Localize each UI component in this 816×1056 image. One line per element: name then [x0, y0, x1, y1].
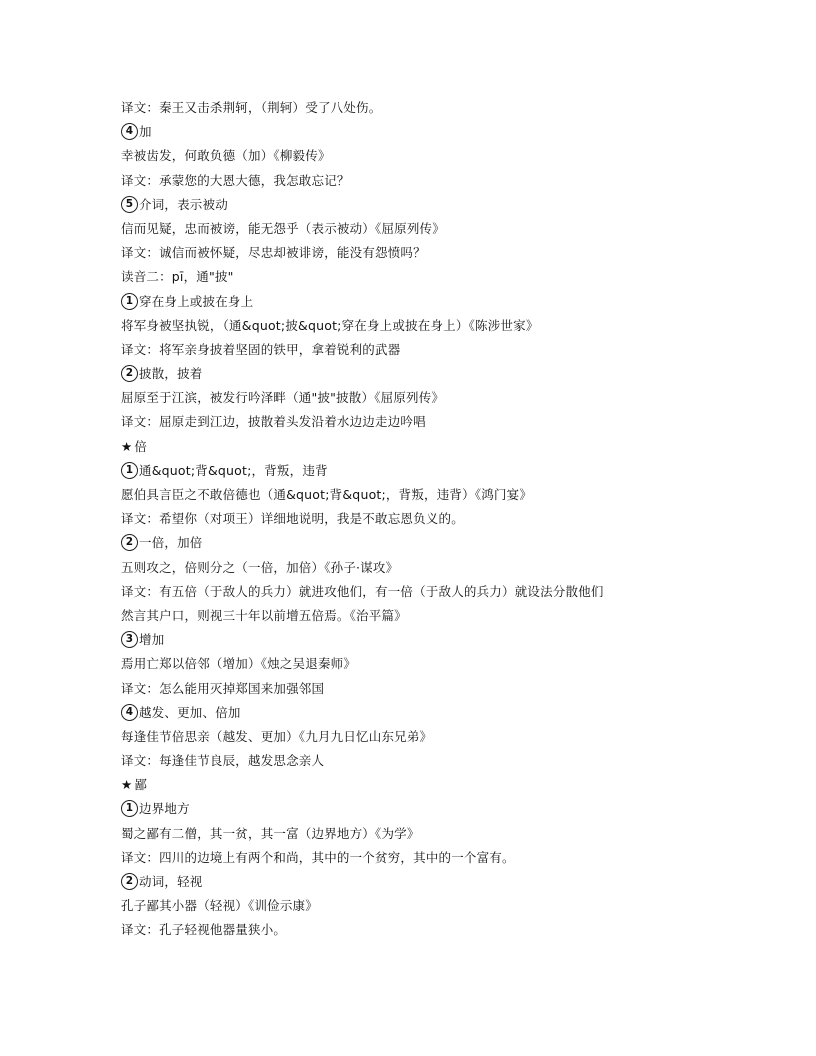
text-line	[121, 628, 741, 652]
text-line	[121, 870, 741, 894]
line-text: 幸被齿发，何敢负德（加）《柳毅传》	[121, 148, 331, 164]
line-text: 译文：孔子轻视他器量狭小。	[121, 922, 287, 938]
line-text: 屈原至于江滨，被发行吟泽畔（通"披"披散）《屈原列传》	[121, 390, 445, 406]
circled-number: 3	[121, 631, 138, 648]
line-text: 鄙	[134, 777, 148, 793]
line-text: 译文：诚信而被怀疑，尽忠却被诽谤，能没有怨愤吗？	[121, 245, 426, 261]
text-line	[121, 483, 741, 507]
line-text: 蜀之鄙有二僧，其一贫，其一富（边界地方）《为学》	[121, 825, 420, 841]
line-text: 译文：屈原走到江边，披散着头发沿着水边边走边吟唱	[121, 414, 426, 430]
text-line	[121, 531, 741, 555]
line-text: 译文：每逢佳节良辰，越发思念亲人	[121, 753, 325, 769]
text-line	[121, 193, 741, 217]
text-line	[121, 410, 741, 434]
line-text: 译文：承蒙您的大恩大德，我怎敢忘记？	[121, 172, 350, 188]
text-line	[121, 725, 741, 749]
line-text: 孔子鄙其小器（轻视）《训俭示康》	[121, 898, 318, 914]
text-line	[121, 701, 741, 725]
line-text: 披散，披着	[139, 366, 203, 382]
text-line	[121, 918, 741, 942]
text-line	[121, 314, 741, 338]
text-line	[121, 386, 741, 410]
circled-number: 2	[121, 534, 138, 551]
line-text: 五则攻之，倍则分之（一倍，加倍）《孙子·谋攻》	[121, 559, 399, 575]
line-text: 加	[139, 124, 152, 140]
line-text: 译文：四川的边境上有两个和尚，其中的一个贫穷，其中的一个富有。	[121, 849, 515, 865]
text-line	[121, 144, 741, 168]
line-text: 读音二：pī，通"披"	[121, 269, 234, 285]
document-page	[121, 96, 741, 943]
text-line	[121, 749, 741, 773]
line-text: 介词，表示被动	[139, 196, 228, 212]
text-line	[121, 96, 741, 120]
text-line	[121, 556, 741, 580]
text-line	[121, 435, 741, 459]
star-icon: ★	[121, 438, 133, 454]
circled-number: 4	[121, 704, 138, 721]
text-line	[121, 362, 741, 386]
text-line	[121, 338, 741, 362]
line-text: 译文：有五倍（于敌人的兵力）就进攻他们，有一倍（于敌人的兵力）就设法分散他们	[121, 583, 604, 599]
text-line	[121, 846, 741, 870]
circled-number: 1	[121, 462, 138, 479]
text-line	[121, 169, 741, 193]
circled-number: 2	[121, 365, 138, 382]
line-text: 边界地方	[139, 801, 190, 817]
line-text: 愿伯具言臣之不敢倍德也（通&quot;背&quot;，背叛，违背）《鸿门宴》	[121, 487, 533, 502]
text-line	[121, 507, 741, 531]
circled-number: 1	[121, 800, 138, 817]
text-line	[121, 652, 741, 676]
text-line	[121, 265, 741, 289]
line-text: 译文：希望你（对项王）详细地说明，我是不敢忘恩负义的。	[121, 511, 464, 527]
line-text: 译文：秦王又击杀荆轲，（荆轲）受了八处伤。	[121, 100, 382, 115]
line-text: 穿在身上或披在身上	[139, 293, 254, 309]
text-line	[121, 459, 741, 483]
line-text: 动词，轻视	[139, 874, 203, 889]
line-text: 译文：怎么能用灭掉郑国来加强邻国	[121, 680, 325, 696]
text-line	[121, 604, 741, 628]
line-text: 焉用亡郑以倍邻（增加）《烛之吴退秦师》	[121, 656, 357, 672]
circled-number: 2	[121, 873, 138, 890]
text-line	[121, 241, 741, 265]
text-line	[121, 797, 741, 821]
line-text: 每逢佳节倍思亲（越发、更加）《九月九日忆山东兄弟》	[121, 728, 433, 744]
text-line	[121, 580, 741, 604]
line-text: 增加	[139, 632, 165, 648]
line-text: 倍	[134, 438, 148, 454]
text-line	[121, 822, 741, 846]
circled-number: 5	[121, 196, 138, 213]
text-line	[121, 894, 741, 918]
line-text: 将军身被坚执锐，（通&quot;披&quot;穿在身上或披在身上）《陈涉世家》	[121, 317, 539, 333]
line-text: 一倍，加倍	[139, 535, 203, 551]
line-text: 越发、更加、倍加	[139, 704, 241, 720]
line-text: 译文：将军亲身披着坚固的铁甲，拿着锐利的武器	[121, 341, 401, 357]
text-line	[121, 290, 741, 314]
text-line	[121, 120, 741, 144]
text-line	[121, 677, 741, 701]
star-icon: ★	[121, 777, 133, 793]
line-text: 信而见疑，忠而被谤，能无怨乎（表示被动）《屈原列传》	[121, 220, 445, 236]
text-line	[121, 217, 741, 241]
circled-number: 4	[121, 123, 138, 140]
circled-number: 1	[121, 293, 138, 310]
line-text: 通&quot;背&quot;，背叛，违背	[139, 462, 328, 478]
line-text: 然言其户口，则视三十年以前增五倍焉。《治平篇》	[121, 607, 407, 623]
text-line	[121, 773, 741, 797]
